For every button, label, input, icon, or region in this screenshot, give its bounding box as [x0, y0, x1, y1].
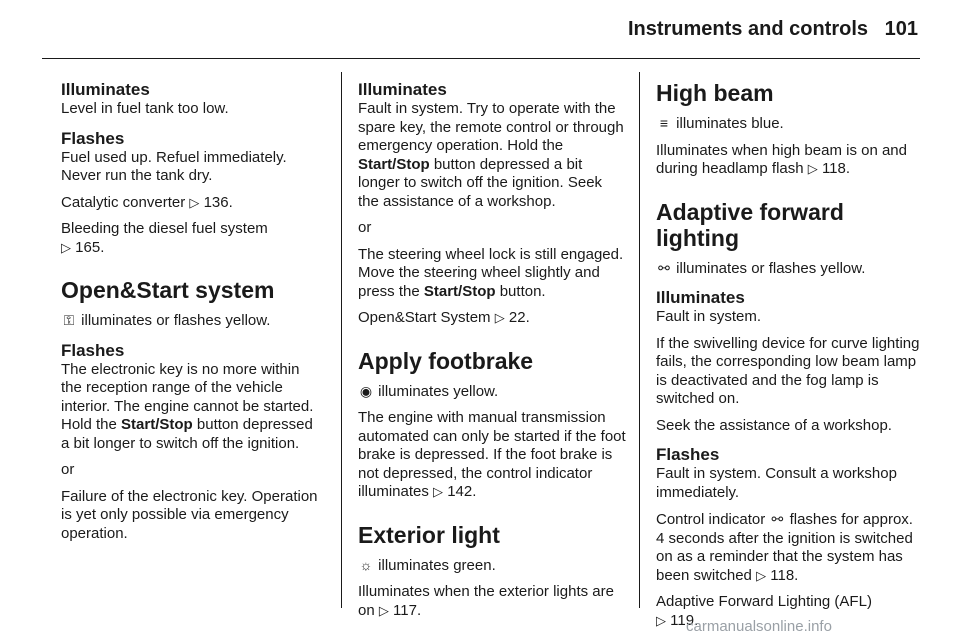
adaptive-lighting-icon: ⚯	[771, 511, 784, 527]
adaptive-lighting-icon: ⚯	[658, 259, 670, 276]
paragraph: ≡ illuminates blue.	[656, 114, 924, 134]
cross-reference: Open&Start System ▷ 22.	[358, 309, 530, 326]
paragraph: Fault in system.	[656, 308, 762, 325]
section-heading-exterior-light: Exterior light	[358, 521, 500, 548]
page-number: 101	[884, 18, 918, 40]
page-ref-arrow-icon: ▷	[433, 484, 444, 499]
cross-reference: Bleeding the diesel fuel system ▷ 165.	[61, 220, 268, 256]
page-ref-arrow-icon: ▷	[756, 567, 767, 583]
column-2	[358, 80, 626, 628]
section-heading-apply-footbrake: Apply footbrake	[358, 347, 534, 374]
paragraph: Seek the assistance of a workshop.	[656, 416, 892, 434]
column-1	[61, 80, 323, 551]
paragraph: The steering wheel lock is still engaged. Move the steering wheel slightly and press the Start/Stop button.	[358, 245, 624, 300]
section-heading-adaptive-forward-lighting: Adaptive forward lighting	[656, 198, 844, 251]
cross-reference: Adaptive Forward Lighting (AFL) ▷ 119.	[656, 593, 872, 629]
page-ref-arrow-icon: ▷	[807, 161, 818, 176]
page-ref-arrow-icon: ▷	[378, 602, 389, 618]
paragraph: or	[358, 219, 372, 236]
section-heading-high-beam: High beam	[656, 80, 774, 106]
header-divider	[42, 58, 920, 59]
subheading-illuminates: Illuminates	[656, 288, 745, 307]
cross-reference: Catalytic converter ▷ 136.	[61, 193, 233, 211]
page-ref-arrow-icon: ▷	[61, 239, 71, 255]
cross-reference-link[interactable]: 136.	[203, 193, 233, 211]
paragraph: Failure of the electronic key. Operation is yet only possible via emergency operation.	[61, 487, 318, 542]
cross-reference-link[interactable]: 142.	[447, 483, 477, 500]
column-divider-2	[639, 72, 640, 608]
exterior-light-icon: ☼	[359, 556, 373, 573]
paragraph: ⚿ illuminates or flashes yellow.	[61, 311, 323, 331]
cross-reference-link[interactable]: 118.	[770, 566, 799, 584]
subheading-illuminates: Illuminates	[358, 80, 447, 99]
paragraph: Fault in system. Consult a workshop immediately.	[656, 465, 897, 501]
cross-reference-link[interactable]: 118.	[821, 160, 851, 177]
paragraph: Fuel used up. Refuel immediately. Never run the tank dry.	[61, 148, 287, 184]
cross-reference-link[interactable]: 22.	[508, 309, 530, 326]
subheading-flashes: Flashes	[656, 445, 720, 464]
page-ref-arrow-icon: ▷	[656, 612, 666, 628]
page-ref-arrow-icon: ▷	[189, 194, 200, 210]
column-3	[656, 80, 924, 638]
subheading-flashes: Flashes	[61, 340, 125, 360]
paragraph: Level in fuel tank too low.	[61, 100, 229, 117]
key-signal-icon: ⚿	[63, 312, 75, 328]
paragraph: Fault in system. Try to operate with the spare key, the remote control or through emergency operation. Hold the Start/Stop button depressed a bit longer to switch off the ignition. Seek the assistance of a workshop.	[358, 100, 624, 210]
page-header	[0, 18, 960, 48]
paragraph: ⚯ illuminates or flashes yellow.	[656, 259, 924, 279]
cross-reference-link[interactable]: 165.	[75, 238, 105, 256]
paragraph: ☼ illuminates green.	[359, 556, 496, 574]
watermark: carmanualsonline.info	[686, 618, 832, 635]
cross-reference-link[interactable]: 119.	[670, 611, 699, 629]
high-beam-icon: ≡	[659, 115, 669, 131]
paragraph: ◉ illuminates yellow.	[359, 382, 499, 400]
column-divider-1	[341, 72, 342, 608]
subheading-flashes: Flashes	[61, 128, 125, 148]
section-heading-open-start: Open&Start system	[61, 277, 275, 303]
paragraph: If the swivelling device for curve lighting fails, the corresponding low beam lamp is deactivated and the fog lamp is switched on.	[656, 334, 920, 407]
page-title: Instruments and controls	[627, 18, 868, 40]
paragraph: Control indicator ⚯ flashes for approx. 4 seconds after the ignition is switched on as a reminder that the system has been switched ▷ 118.	[656, 511, 913, 584]
paragraph: Illuminates when the exterior lights are on ▷ 117.	[358, 583, 614, 619]
page-ref-arrow-icon: ▷	[494, 310, 505, 325]
paragraph: The electronic key is no more within the reception range of the vehicle interior. The engine cannot be started. Hold the Start/Stop button depressed a bit longer to switch off the ignition.	[61, 360, 314, 452]
footbrake-icon: ◉	[359, 382, 373, 399]
paragraph: or	[61, 461, 75, 478]
subheading-illuminates: Illuminates	[61, 80, 150, 99]
paragraph: The engine with manual transmission automated can only be started if the foot brake is depressed. If the foot brake is not depressed, the control indicator illuminates ▷ 142.	[358, 409, 626, 500]
cross-reference-link[interactable]: 117.	[393, 601, 422, 619]
paragraph: Illuminates when high beam is on and during headlamp flash ▷ 118.	[656, 141, 907, 177]
